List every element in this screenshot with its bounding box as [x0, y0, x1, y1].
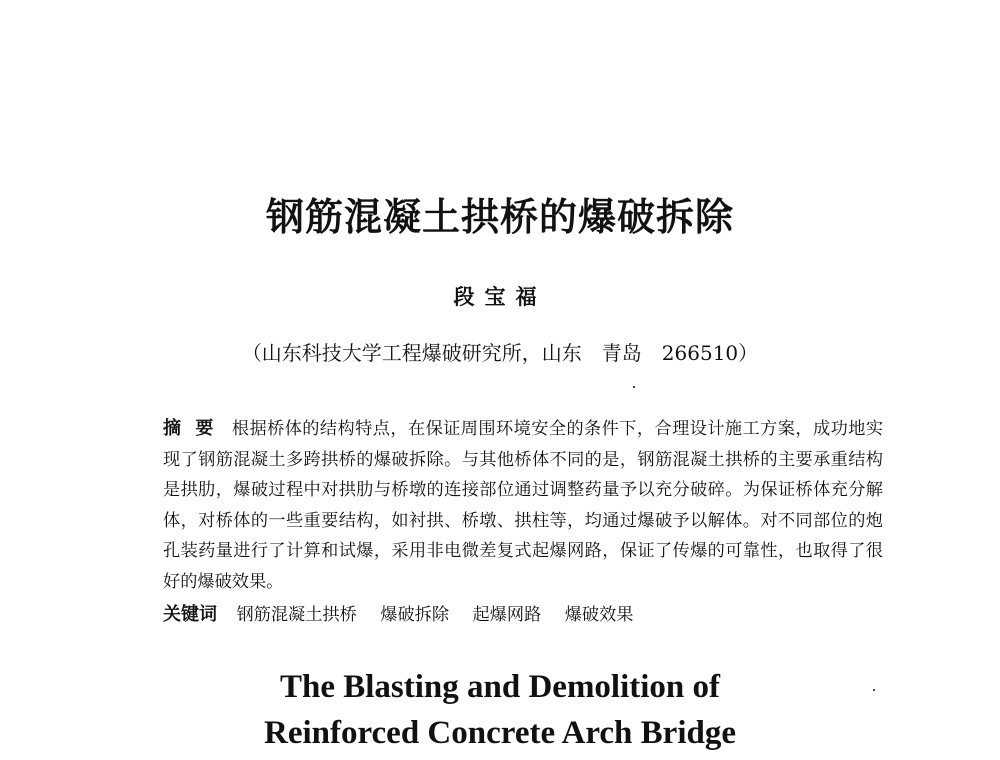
keywords-line — [163, 600, 883, 630]
abstract-paragraph — [163, 414, 883, 597]
keyword-item: 爆破效果 — [564, 605, 634, 625]
english-title-line-2: Reinforced Concrete Arch Bridge — [264, 715, 736, 751]
english-title — [0, 664, 1000, 756]
keyword-item: 起爆网路 — [472, 605, 542, 625]
abstract-text: 根据桥体的结构特点，在保证周围环境安全的条件下，合理设计施工方案，成功地实现了钢筋混凝土多跨拱桥的爆破拆除。与其他桥体不同的是，钢筋混凝土拱桥的主要承重结构是拱肋，爆破过程中对拱肋与桥墩的连接部位通过调整药量予以充分破碎。为保证桥体充分解体，对桥体的一些重要结构，如衬拱、桥墩、拱柱等，均通过爆破予以解体。对不同部位的炮孔装药量进行了计算和试爆，采用非电微差复式起爆网路，保证了传爆的可靠性，也取得了很好的爆破效果。 — [163, 419, 884, 592]
chinese-title: 钢筋混凝土拱桥的爆破拆除 — [265, 194, 734, 239]
abstract-label: 摘要 — [163, 418, 228, 439]
author-name: 段宝福 — [453, 285, 547, 309]
keywords-label: 关键词 — [163, 604, 217, 625]
scan-speck — [633, 386, 635, 388]
english-title-line-1: The Blasting and Demolition of — [279, 669, 721, 705]
affiliation: （山东科技大学工程爆破研究所，山东 青岛 266510） — [241, 341, 759, 365]
keyword-item: 钢筋混凝土拱桥 — [236, 605, 357, 625]
keyword-item: 爆破拆除 — [380, 605, 450, 625]
